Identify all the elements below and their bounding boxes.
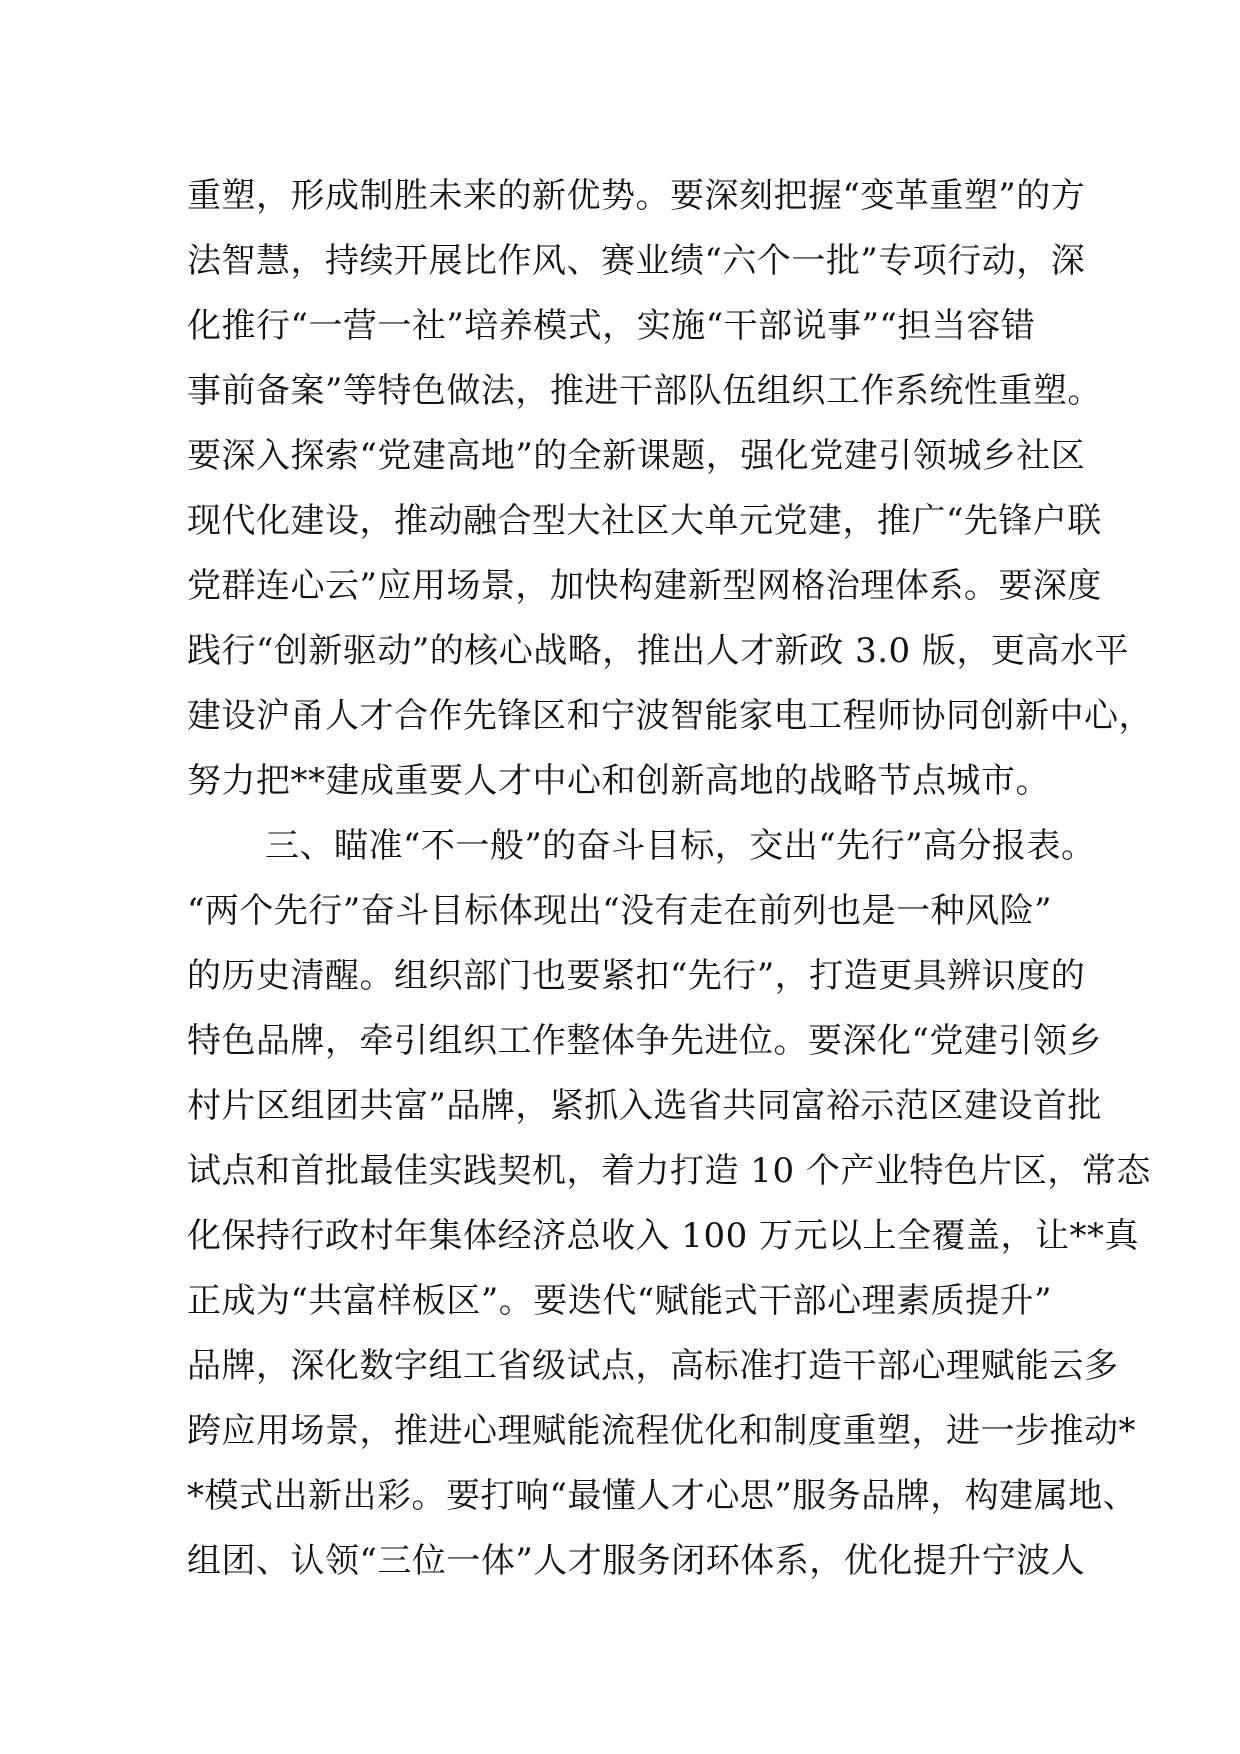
text-line: 要深入探索“党建高地”的全新课题，强化党建引领城乡社区 (187, 436, 1086, 476)
text-line: 建设沪甬人才合作先锋区和宁波智能家电工程师协同创新中心， (187, 696, 1153, 736)
text-line: 重塑，形成制胜未来的新优势。要深刻把握“变革重塑”的方 (187, 176, 1086, 216)
text-line: 组团、认领“三位一体”人才服务闭环体系，优化提升宁波人 (187, 1541, 1086, 1581)
text-line: 品牌，深化数字组工省级试点，高标准打造干部心理赋能云多 (187, 1346, 1119, 1386)
text-line: 法智慧，持续开展比作风、赛业绩“六个一批”专项行动，深 (187, 241, 1086, 281)
text-line: 化保持行政村年集体经济总收入 100 万元以上全覆盖，让**真 (187, 1216, 1140, 1256)
body-text (187, 164, 1153, 1594)
text-line: 践行“创新驱动”的核心战略，推出人才新政 3.0 版，更高水平 (187, 631, 1129, 671)
text-line: 的历史清醒。组织部门也要紧扣“先行”，打造更具辨识度的 (187, 956, 1086, 996)
text-line: 事前备案”等特色做法，推进干部队伍组织工作系统性重塑。 (187, 371, 1102, 411)
text-line: 特色品牌，牵引组织工作整体争先进位。要深化“党建引领乡 (187, 1021, 1102, 1061)
text-line: 努力把**建成重要人才中心和创新高地的战略节点城市。 (187, 761, 1050, 801)
text-line: 化推行“一营一社”培养模式，实施“干部说事”“担当容错 (187, 306, 1036, 346)
text-line: 跨应用场景，推进心理赋能流程优化和制度重塑，进一步推动* (187, 1411, 1136, 1451)
text-line: 试点和首批最佳实践契机，着力打造 10 个产业特色片区，常态 (187, 1151, 1151, 1191)
text-line: 党群连心云”应用场景，加快构建新型网格治理体系。要深度 (187, 566, 1102, 606)
text-line: *模式出新出彩。要打响“最懂人才心思”服务品牌，构建属地、 (187, 1476, 1138, 1516)
text-line: 村片区组团共富”品牌，紧抓入选省共同富裕示范区建设首批 (187, 1086, 1102, 1126)
text-line: 现代化建设，推动融合型大社区大单元党建，推广“先锋户联 (187, 501, 1102, 541)
text-line: “两个先行”奋斗目标体现出“没有走在前列也是一种风险” (187, 891, 1053, 931)
section-heading: 三、瞄准“不一般”的奋斗目标，交出“先行”高分报表。 (265, 826, 1096, 866)
text-line: 正成为“共富样板区”。要迭代“赋能式干部心理素质提升” (187, 1281, 1053, 1321)
